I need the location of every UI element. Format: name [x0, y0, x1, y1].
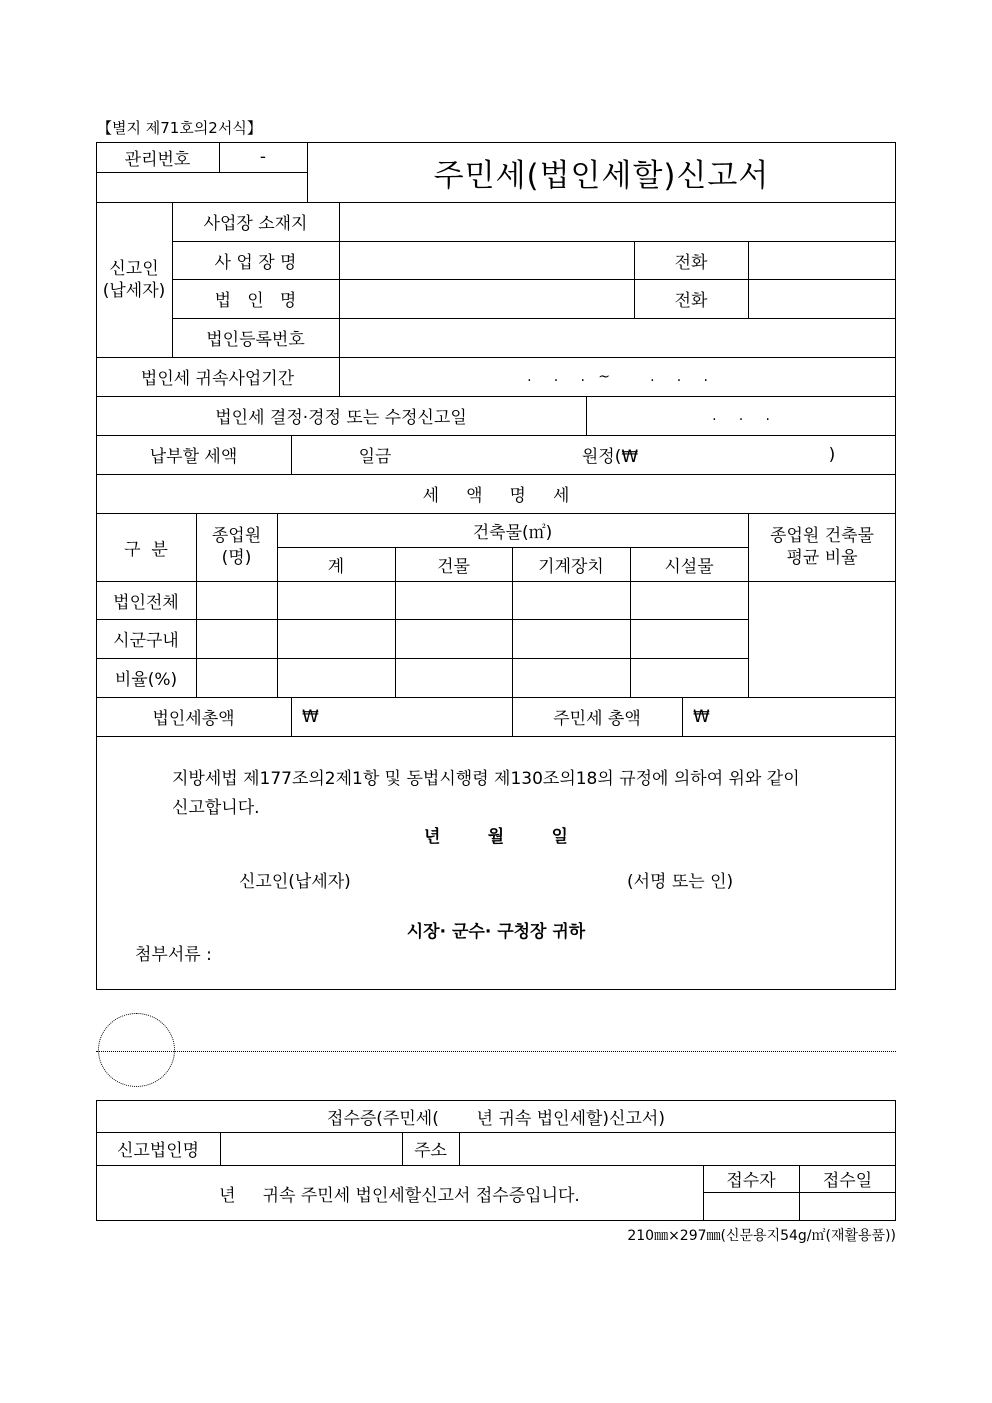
resident-tax-total-input[interactable]: ₩ — [693, 706, 710, 727]
table-cell-input[interactable] — [196, 619, 277, 658]
declaration-addressee: 시장· 군수· 구청장 귀하 — [406, 921, 586, 942]
table-row-label: 법인전체 — [113, 592, 179, 613]
col-emp-line2: (명) — [221, 548, 252, 568]
table-cell-input[interactable] — [512, 619, 630, 658]
col-ratio-line2: 평균 비율 — [786, 548, 858, 568]
phone-input-2[interactable] — [748, 279, 896, 318]
corp-reg-no-label: 법인등록번호 — [206, 330, 305, 350]
col-machine-header: 기계장치 — [538, 556, 604, 577]
receipt-corp-name-label: 신고법인명 — [116, 1141, 200, 1161]
payable-amount-input[interactable] — [410, 435, 570, 474]
table-cell-input[interactable] — [196, 658, 277, 697]
declaration-date[interactable]: 년 월 일 — [424, 826, 568, 847]
col-ratio-header — [748, 513, 896, 581]
decision-date-input[interactable]: . . . — [712, 407, 770, 424]
table-cell-input[interactable] — [512, 658, 630, 697]
table-cell-input[interactable] — [277, 619, 395, 658]
filer-group-label — [96, 202, 172, 357]
business-name-label: 사 업 장 명 — [214, 252, 297, 273]
footer-note: 210㎜×297㎜(신문용지54g/㎡(재활용품)) — [627, 1228, 896, 1244]
corp-tax-total-label: 법인세총액 — [152, 709, 235, 729]
corp-name-label: 법 인 명 — [214, 291, 297, 311]
receipt-address-label: 주소 — [414, 1141, 447, 1161]
business-location-label: 사업장 소재지 — [203, 214, 308, 234]
col-div-header: 구 분 — [124, 539, 168, 560]
payable-amount-suffix: 원정(₩ — [581, 447, 639, 467]
business-location-input[interactable] — [339, 202, 896, 241]
corp-name-input[interactable] — [339, 279, 634, 318]
table-cell-input[interactable] — [277, 581, 395, 619]
resident-tax-total-label: 주민세 총액 — [553, 709, 641, 729]
receipt-date-input[interactable] — [799, 1192, 896, 1221]
period-input[interactable]: . . . ~ . . . — [527, 368, 708, 385]
phone-label-1: 전화 — [674, 252, 708, 273]
corp-reg-no-input[interactable] — [339, 318, 896, 357]
payable-won-input[interactable] — [650, 435, 820, 474]
col-ratio-line1: 종업원 건축물 — [770, 526, 874, 546]
filer-group-label-line2: (납세자) — [102, 280, 166, 301]
page-title: 주민세(법인세할)신고서 — [433, 157, 770, 194]
table-row-label: 시군구내 — [113, 631, 179, 651]
table-cell-input[interactable] — [196, 581, 277, 619]
payable-label: 납부할 세액 — [149, 447, 238, 467]
col-building-header: 건물 — [437, 556, 470, 577]
receipt-address-input[interactable] — [459, 1132, 896, 1165]
signature-field[interactable] — [380, 860, 610, 894]
payable-close: ) — [828, 444, 836, 465]
table-cell-input[interactable] — [277, 658, 395, 697]
receipt-receiver-label: 접수자 — [726, 1171, 776, 1191]
declaration-sign-label: (서명 또는 인) — [627, 872, 734, 892]
col-building-group-header: 건축물(㎡) — [472, 522, 553, 543]
col-total-header: 계 — [327, 556, 345, 577]
payable-amount-prefix: 일금 — [358, 447, 392, 467]
table-cell-input[interactable] — [630, 581, 748, 619]
cut-line — [96, 1051, 896, 1052]
receipt-corp-name-input[interactable] — [220, 1132, 402, 1165]
table-cell-input[interactable] — [395, 658, 512, 697]
col-emp-header — [196, 513, 277, 581]
declaration-text-line1: 지방세법 제177조의2제1항 및 동법시행령 제130조의18의 규정에 의하여 위와 같이 — [172, 769, 800, 789]
table-cell-input[interactable] — [512, 581, 630, 619]
corp-tax-total-input[interactable]: ₩ — [302, 706, 319, 727]
declaration-filer-label: 신고인(납세자) — [239, 872, 351, 892]
col-facility-header: 시설물 — [664, 556, 714, 577]
mgmt-no-input[interactable] — [96, 172, 307, 202]
business-name-input[interactable] — [339, 241, 634, 279]
ratio-average-input[interactable] — [748, 581, 896, 697]
mgmt-no-label: 관리번호 — [124, 149, 191, 170]
phone-input-1[interactable] — [748, 241, 896, 279]
form-label: 【별지 제71호의2서식】 — [97, 119, 262, 137]
receipt-receiver-input[interactable] — [703, 1192, 799, 1221]
mgmt-no-value: - — [259, 147, 267, 167]
period-label: 법인세 귀속사업기간 — [140, 369, 295, 389]
decision-date-label: 법인세 결정·경정 또는 수정신고일 — [215, 408, 467, 428]
detail-title: 세 액 명 세 — [422, 486, 570, 506]
phone-label-2: 전화 — [674, 291, 708, 311]
table-cell-input[interactable] — [395, 581, 512, 619]
receipt-statement: 년 귀속 주민세 법인세할신고서 접수증입니다. — [219, 1185, 580, 1206]
col-emp-line1: 종업원 — [211, 526, 262, 546]
receipt-date-label: 접수일 — [822, 1171, 873, 1191]
table-cell-input[interactable] — [630, 619, 748, 658]
seal-circle — [98, 1013, 175, 1087]
table-cell-input[interactable] — [630, 658, 748, 697]
attachments-label: 첨부서류 : — [135, 945, 212, 965]
receipt-title: 접수증(주민세( 년 귀속 법인세할)신고서) — [327, 1108, 665, 1129]
declaration-text-line2: 신고합니다. — [172, 798, 260, 818]
table-cell-input[interactable] — [395, 619, 512, 658]
filer-group-label-line1: 신고인 — [109, 258, 159, 279]
table-row-label: 비율(%) — [114, 670, 178, 690]
